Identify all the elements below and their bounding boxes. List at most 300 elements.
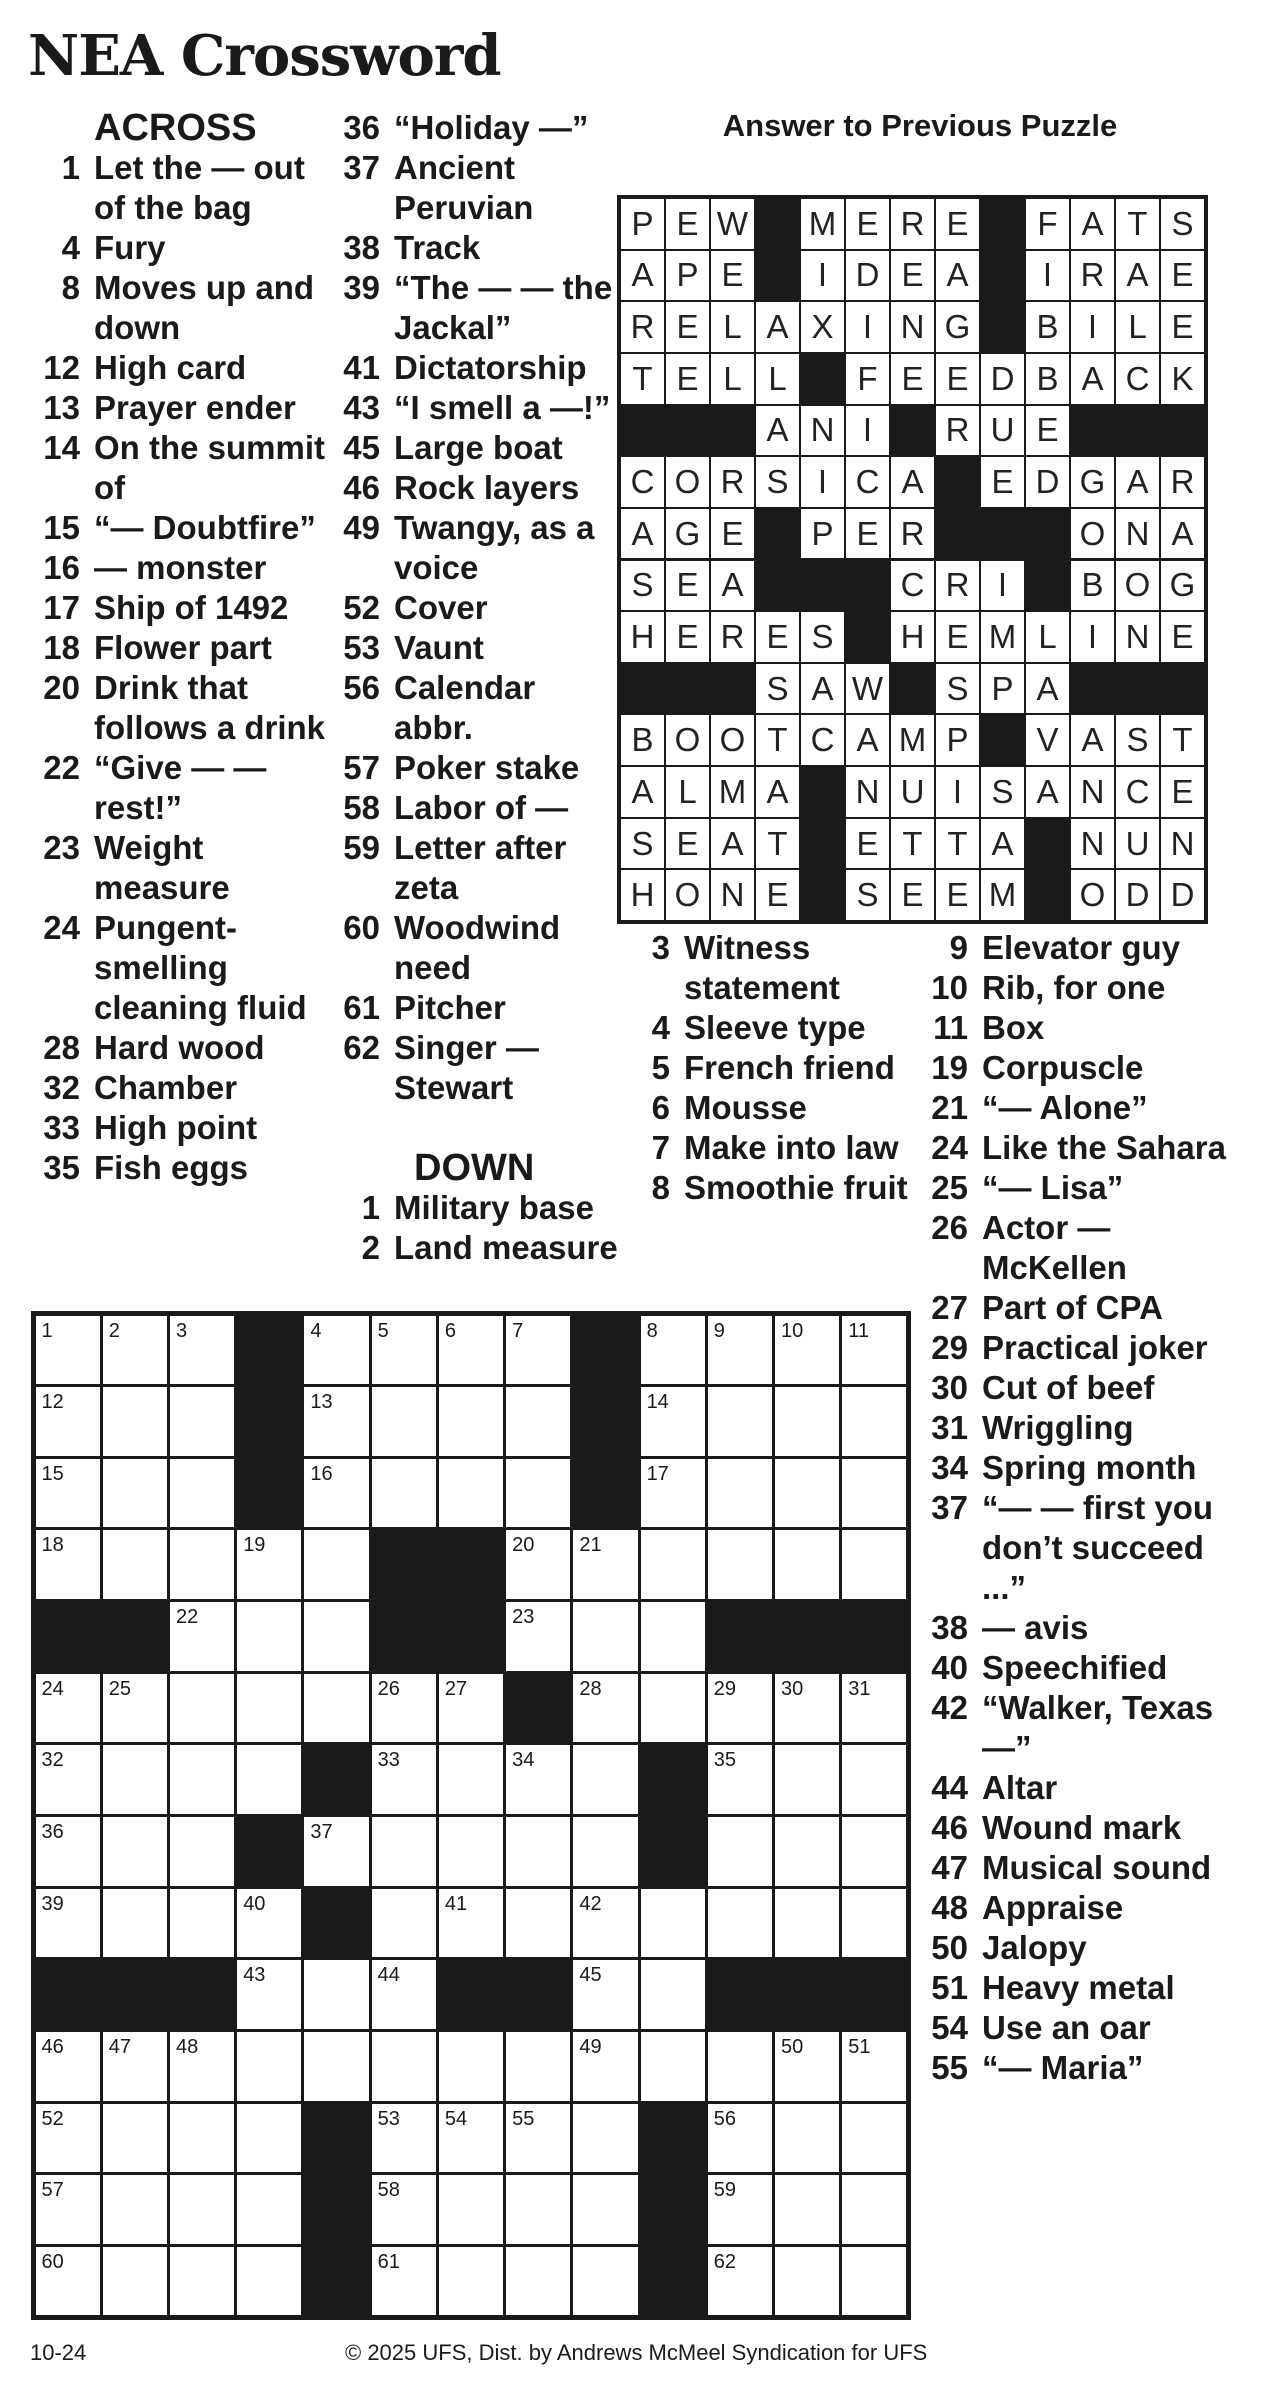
puzzle-cell[interactable] <box>775 1674 839 1743</box>
across-clues-column-1 <box>30 108 330 1188</box>
puzzle-cell[interactable] <box>304 2032 368 2101</box>
puzzle-cell[interactable] <box>506 1602 570 1671</box>
clue-text: Witness statement <box>684 929 840 1006</box>
puzzle-cell[interactable] <box>372 1745 436 1814</box>
puzzle-cell[interactable] <box>708 2175 772 2244</box>
puzzle-cell[interactable] <box>439 1889 503 1958</box>
puzzle-cell[interactable] <box>842 1459 906 1528</box>
puzzle-cell[interactable] <box>842 1745 906 1814</box>
puzzle-cell[interactable] <box>103 1745 167 1814</box>
puzzle-cell[interactable] <box>775 1889 839 1958</box>
puzzle-cell[interactable] <box>103 1889 167 1958</box>
clue-number: 27 <box>931 1289 968 1326</box>
clue-number: 36 <box>343 109 380 146</box>
puzzle-cell[interactable] <box>506 1316 570 1385</box>
puzzle-cell[interactable] <box>439 2247 503 2316</box>
puzzle-cell[interactable] <box>775 1316 839 1385</box>
puzzle-cell[interactable] <box>372 1960 436 2029</box>
answer-cell: E <box>936 612 979 662</box>
puzzle-cell[interactable] <box>36 2247 100 2316</box>
puzzle-cell[interactable] <box>36 1316 100 1385</box>
down-clue-34 <box>918 1448 1248 1488</box>
answer-cell: A <box>801 664 844 714</box>
clue-number: 24 <box>931 1129 968 1166</box>
puzzle-cell[interactable] <box>36 1745 100 1814</box>
clue-text: “— Maria” <box>982 2049 1144 2086</box>
puzzle-cell[interactable] <box>775 1817 839 1886</box>
answer-cell: I <box>1026 251 1069 301</box>
cell-number: 36 <box>41 1821 64 1843</box>
cell-number: 46 <box>41 2035 64 2058</box>
cell-number: 12 <box>41 1391 64 1414</box>
across-clue-60 <box>330 908 620 988</box>
puzzle-cell[interactable] <box>641 1530 705 1599</box>
answer-cell: A <box>621 767 664 817</box>
puzzle-cell[interactable] <box>36 2104 100 2173</box>
puzzle-cell[interactable] <box>304 1530 368 1599</box>
puzzle-cell[interactable] <box>372 1387 436 1456</box>
clue-text: Speechified <box>982 1649 1168 1686</box>
puzzle-cell[interactable] <box>708 1745 772 1814</box>
down-clue-21 <box>918 1088 1248 1128</box>
answer-cell: E <box>846 509 889 559</box>
puzzle-cell[interactable] <box>573 1602 637 1671</box>
puzzle-cell[interactable] <box>170 1530 234 1599</box>
answer-cell: P <box>801 509 844 559</box>
puzzle-cell[interactable] <box>170 1817 234 1886</box>
across-clue-46 <box>330 468 620 508</box>
cell-number: 1 <box>41 1319 53 1342</box>
puzzle-cell[interactable] <box>708 1817 772 1886</box>
answer-cell: E <box>891 870 934 920</box>
cell-number: 5 <box>377 1319 389 1342</box>
puzzle-cell[interactable] <box>372 2247 436 2316</box>
across-clue-8 <box>30 268 330 348</box>
puzzle-cell[interactable] <box>103 2032 167 2101</box>
answer-cell: I <box>801 457 844 507</box>
across-clue-14 <box>30 428 330 508</box>
down-clue-6 <box>620 1088 910 1128</box>
puzzle-cell[interactable] <box>103 1674 167 1743</box>
cell-number: 13 <box>310 1391 333 1414</box>
puzzle-cell[interactable] <box>775 1745 839 1814</box>
answer-cell: O <box>711 715 754 765</box>
puzzle-cell[interactable] <box>304 1602 368 1671</box>
down-clue-1 <box>330 1188 620 1228</box>
answer-cell: A <box>1026 767 1069 817</box>
cell-number: 10 <box>781 1319 804 1342</box>
clue-text: Vaunt <box>394 629 484 666</box>
puzzle-cell[interactable] <box>708 1459 772 1528</box>
cell-number: 61 <box>377 2250 400 2273</box>
puzzle-cell[interactable] <box>36 2175 100 2244</box>
down-clues-column-2 <box>620 928 910 1208</box>
puzzle-cell[interactable] <box>775 1459 839 1528</box>
answer-cell: E <box>981 457 1024 507</box>
puzzle-cell[interactable] <box>775 1387 839 1456</box>
puzzle-cell[interactable] <box>170 2175 234 2244</box>
puzzle-cell[interactable] <box>36 2032 100 2101</box>
clue-text: Spring month <box>982 1449 1197 1486</box>
across-clue-22 <box>30 748 330 828</box>
puzzle-cell[interactable] <box>641 1387 705 1456</box>
answer-cell: K <box>1161 354 1204 404</box>
answer-cell: E <box>711 509 754 559</box>
clue-text: Poker stake <box>394 749 580 786</box>
clue-number: 24 <box>43 909 80 946</box>
answer-cell: L <box>1116 302 1159 352</box>
puzzle-cell[interactable] <box>170 2104 234 2173</box>
puzzle-cell[interactable] <box>708 2247 772 2316</box>
puzzle-cell[interactable] <box>237 2032 301 2101</box>
puzzle-cell[interactable] <box>103 2104 167 2173</box>
puzzle-cell[interactable] <box>237 2104 301 2173</box>
puzzle-cell[interactable] <box>103 1387 167 1456</box>
answer-cell: P <box>621 199 664 249</box>
cell-number: 47 <box>108 2035 131 2058</box>
puzzle-cell[interactable] <box>775 2175 839 2244</box>
answer-cell: E <box>1161 767 1204 817</box>
puzzle-cell[interactable] <box>506 1530 570 1599</box>
answer-cell: E <box>936 354 979 404</box>
puzzle-cell[interactable] <box>304 1817 368 1886</box>
across-clue-4 <box>30 228 330 268</box>
puzzle-cell[interactable] <box>842 1387 906 1456</box>
puzzle-cell[interactable] <box>708 1387 772 1456</box>
clue-number: 46 <box>343 469 380 506</box>
clue-text: “Walker, Texas —” <box>982 1689 1214 1766</box>
answer-cell: C <box>1116 767 1159 817</box>
puzzle-cell[interactable] <box>103 1817 167 1886</box>
clue-number: 37 <box>343 149 380 186</box>
puzzle-cell[interactable] <box>506 1889 570 1958</box>
answer-cell: O <box>666 715 709 765</box>
answer-cell: M <box>801 199 844 249</box>
answer-cell: W <box>846 664 889 714</box>
puzzle-cell[interactable] <box>36 1459 100 1528</box>
clue-text: Like the Sahara <box>982 1129 1226 1166</box>
answer-cell: T <box>1161 715 1204 765</box>
clue-text: Pitcher <box>394 989 506 1026</box>
answer-cell: X <box>801 302 844 352</box>
puzzle-cell[interactable] <box>372 1674 436 1743</box>
puzzle-cell[interactable] <box>842 1674 906 1743</box>
puzzle-cell[interactable] <box>573 1889 637 1958</box>
puzzle-cell[interactable] <box>708 2032 772 2101</box>
puzzle-cell[interactable] <box>573 2104 637 2173</box>
cell-number: 41 <box>444 1892 468 1915</box>
puzzle-cell[interactable] <box>170 1387 234 1456</box>
clue-text: Cut of beef <box>982 1369 1155 1406</box>
puzzle-cell[interactable] <box>641 1960 705 2029</box>
down-clue-5 <box>620 1048 910 1088</box>
puzzle-cell[interactable] <box>573 1674 637 1743</box>
puzzle-cell[interactable] <box>36 1387 100 1456</box>
puzzle-cell[interactable] <box>36 1889 100 1958</box>
clue-text: “— Lisa” <box>982 1169 1124 1206</box>
clue-text: Large boat <box>394 429 563 466</box>
puzzle-cell[interactable] <box>439 2104 503 2173</box>
cell-number: 11 <box>848 1319 870 1342</box>
puzzle-cell[interactable] <box>103 1530 167 1599</box>
clue-text: Altar <box>982 1769 1058 1806</box>
clue-text: Woodwind need <box>394 909 561 986</box>
puzzle-cell[interactable] <box>573 2032 637 2101</box>
answer-cell: A <box>846 715 889 765</box>
puzzle-cell[interactable] <box>372 2104 436 2173</box>
answer-cell: M <box>891 715 934 765</box>
clue-text: Elevator guy <box>982 929 1181 966</box>
down-clue-19 <box>918 1048 1248 1088</box>
across-clue-1 <box>30 148 330 228</box>
puzzle-cell[interactable] <box>372 2032 436 2101</box>
down-clue-54 <box>918 2008 1248 2048</box>
across-clue-15 <box>30 508 330 548</box>
puzzle-cell[interactable] <box>304 1960 368 2029</box>
answer-cell: I <box>936 767 979 817</box>
clue-number: 8 <box>651 1169 670 1206</box>
puzzle-cell[interactable] <box>439 1745 503 1814</box>
answer-cell: T <box>756 715 799 765</box>
cell-number: 15 <box>41 1462 64 1485</box>
answer-cell: R <box>936 406 979 456</box>
puzzle-cell[interactable] <box>708 1889 772 1958</box>
puzzle-cell[interactable] <box>372 1459 436 1528</box>
answer-cell: E <box>936 199 979 249</box>
answer-cell: A <box>1026 664 1069 714</box>
puzzle-cell[interactable] <box>573 1960 637 2029</box>
puzzle-cell[interactable] <box>506 1387 570 1456</box>
answer-cell: P <box>936 715 979 765</box>
answer-cell: A <box>711 819 754 869</box>
puzzle-cell[interactable] <box>842 1817 906 1886</box>
puzzle-cell[interactable] <box>842 2175 906 2244</box>
across-clue-32 <box>30 1068 330 1108</box>
answer-cell: E <box>1026 406 1069 456</box>
clue-number: 2 <box>361 1229 380 1266</box>
puzzle-cell[interactable] <box>439 2175 503 2244</box>
answer-cell: N <box>1116 612 1159 662</box>
puzzle-cell[interactable] <box>573 2247 637 2316</box>
puzzle-cell[interactable] <box>573 2175 637 2244</box>
answer-cell: L <box>711 354 754 404</box>
puzzle-cell[interactable] <box>237 1960 301 2029</box>
puzzle-cell[interactable] <box>36 1674 100 1743</box>
puzzle-cell[interactable] <box>641 2032 705 2101</box>
clue-text: Ancient Peruvian <box>394 149 534 226</box>
puzzle-cell[interactable] <box>708 2104 772 2173</box>
answer-cell: H <box>621 612 664 662</box>
answer-cell: N <box>711 870 754 920</box>
puzzle-cell[interactable] <box>775 2247 839 2316</box>
clue-text: Smoothie fruit <box>684 1169 908 1206</box>
cell-number: 3 <box>175 1319 188 1342</box>
puzzle-cell[interactable] <box>775 2104 839 2173</box>
puzzle-cell[interactable] <box>237 2175 301 2244</box>
answer-cell: H <box>891 612 934 662</box>
puzzle-cell[interactable] <box>506 2247 570 2316</box>
answer-cell: D <box>1161 870 1204 920</box>
puzzle-cell[interactable] <box>170 1745 234 1814</box>
clue-text: Jalopy <box>982 1929 1087 1966</box>
puzzle-cell[interactable] <box>641 1316 705 1385</box>
cell-number: 42 <box>579 1892 602 1915</box>
puzzle-cell[interactable] <box>372 1817 436 1886</box>
answer-cell: I <box>801 251 844 301</box>
answer-cell: S <box>936 664 979 714</box>
clue-number: 16 <box>43 549 80 586</box>
cell-number: 37 <box>310 1821 333 1843</box>
puzzle-cell[interactable] <box>372 1316 436 1385</box>
puzzle-cell[interactable] <box>304 1316 368 1385</box>
puzzle-cell[interactable] <box>372 1889 436 1958</box>
answer-cell: R <box>711 612 754 662</box>
answer-cell: A <box>936 251 979 301</box>
puzzle-cell[interactable] <box>506 1459 570 1528</box>
across-clue-58 <box>330 788 620 828</box>
puzzle-cell[interactable] <box>304 1387 368 1456</box>
puzzle-cell[interactable] <box>708 1316 772 1385</box>
answer-cell: O <box>666 870 709 920</box>
clue-number: 50 <box>931 1929 968 1966</box>
puzzle-cell[interactable] <box>775 1530 839 1599</box>
puzzle-cell[interactable] <box>304 1674 368 1743</box>
puzzle-cell[interactable] <box>170 2247 234 2316</box>
puzzle-cell[interactable] <box>573 1530 637 1599</box>
clue-text: Prayer ender <box>94 389 296 426</box>
puzzle-cell[interactable] <box>103 1459 167 1528</box>
puzzle-cell[interactable] <box>506 1817 570 1886</box>
puzzle-cell[interactable] <box>708 1530 772 1599</box>
puzzle-cell[interactable] <box>103 2175 167 2244</box>
cell-number: 30 <box>781 1677 804 1700</box>
puzzle-cell[interactable] <box>641 1674 705 1743</box>
clue-number: 37 <box>931 1489 968 1526</box>
puzzle-cell[interactable] <box>237 1602 301 1671</box>
clue-text: Letter after zeta <box>394 829 567 906</box>
clue-number: 28 <box>43 1029 80 1066</box>
puzzle-cell[interactable] <box>439 2032 503 2101</box>
puzzle-cell[interactable] <box>775 2032 839 2101</box>
puzzle-cell[interactable] <box>36 1817 100 1886</box>
puzzle-cell[interactable] <box>842 1889 906 1958</box>
puzzle-cell[interactable] <box>439 1316 503 1385</box>
puzzle-cell[interactable] <box>237 1674 301 1743</box>
puzzle-cell[interactable] <box>506 1745 570 1814</box>
answer-cell: M <box>711 767 754 817</box>
puzzle-cell[interactable] <box>573 1817 637 1886</box>
puzzle-cell[interactable] <box>439 1817 503 1886</box>
answer-cell: G <box>936 302 979 352</box>
cell-number: 28 <box>579 1677 602 1700</box>
puzzle-cell[interactable] <box>237 2247 301 2316</box>
puzzle-cell[interactable] <box>641 1459 705 1528</box>
down-clue-26 <box>918 1208 1248 1288</box>
puzzle-cell[interactable] <box>506 2175 570 2244</box>
cell-number: 56 <box>713 2107 737 2130</box>
answer-cell: I <box>1071 302 1114 352</box>
answer-cell: A <box>756 767 799 817</box>
cell-number: 48 <box>175 2035 199 2058</box>
answer-cell: O <box>1071 870 1114 920</box>
clue-number: 13 <box>43 389 80 426</box>
answer-cell: V <box>1026 715 1069 765</box>
answer-cell: I <box>1071 612 1114 662</box>
answer-cell: S <box>756 664 799 714</box>
puzzle-cell[interactable] <box>170 1674 234 1743</box>
puzzle-cell[interactable] <box>103 2247 167 2316</box>
clue-text: Use an oar <box>982 2009 1151 2046</box>
puzzle-cell[interactable] <box>842 1530 906 1599</box>
clue-number: 17 <box>43 589 80 626</box>
puzzle-cell[interactable] <box>708 1674 772 1743</box>
puzzle-cell[interactable] <box>439 1459 503 1528</box>
clue-number: 57 <box>343 749 380 786</box>
answer-cell: E <box>666 612 709 662</box>
across-clue-57 <box>330 748 620 788</box>
clue-text: “I smell a —!” <box>394 389 611 426</box>
clue-text: “— — first you don’t succeed ...” <box>982 1489 1214 1606</box>
puzzle-cell[interactable] <box>842 2104 906 2173</box>
puzzle-cell[interactable] <box>304 1459 368 1528</box>
puzzle-cell[interactable] <box>170 1889 234 1958</box>
answer-grid <box>617 195 1208 924</box>
answer-cell: S <box>1161 199 1204 249</box>
answer-cell: F <box>1026 199 1069 249</box>
across-clue-28 <box>30 1028 330 1068</box>
cell-number: 9 <box>713 1319 725 1342</box>
puzzle-cell[interactable] <box>170 1459 234 1528</box>
puzzle-cell[interactable] <box>573 1745 637 1814</box>
puzzle-cell[interactable] <box>103 1316 167 1385</box>
puzzle-cell[interactable] <box>372 2175 436 2244</box>
puzzle-cell[interactable] <box>842 1316 906 1385</box>
clue-number: 59 <box>343 829 380 866</box>
puzzle-cell[interactable] <box>439 1674 503 1743</box>
puzzle-cell[interactable] <box>842 2032 906 2101</box>
clue-number: 26 <box>931 1209 968 1246</box>
puzzle-cell[interactable] <box>170 2032 234 2101</box>
cell-number: 53 <box>377 2107 400 2130</box>
answer-cell: E <box>1161 612 1204 662</box>
puzzle-cell[interactable] <box>36 1530 100 1599</box>
puzzle-cell[interactable] <box>506 2032 570 2101</box>
puzzle-cell[interactable] <box>170 1316 234 1385</box>
answer-cell: O <box>1116 561 1159 611</box>
puzzle-cell[interactable] <box>170 1602 234 1671</box>
puzzle-cell[interactable] <box>439 1387 503 1456</box>
clue-number: 47 <box>931 1849 968 1886</box>
puzzle-cell[interactable] <box>842 2247 906 2316</box>
down-clue-25 <box>918 1168 1248 1208</box>
answer-cell: L <box>1026 612 1069 662</box>
cell-number: 4 <box>310 1319 322 1342</box>
cell-number: 6 <box>444 1319 456 1342</box>
cell-number: 2 <box>108 1319 120 1342</box>
puzzle-cell[interactable] <box>641 1889 705 1958</box>
puzzle-cell[interactable] <box>237 1745 301 1814</box>
puzzle-cell[interactable] <box>506 2104 570 2173</box>
across-clue-35 <box>30 1148 330 1188</box>
puzzle-cell[interactable] <box>237 1530 301 1599</box>
clue-number: 35 <box>43 1149 80 1186</box>
clue-number: 1 <box>361 1189 380 1226</box>
puzzle-cell[interactable] <box>641 1602 705 1671</box>
puzzle-cell[interactable] <box>237 1889 301 1958</box>
copyright-notice: © 2025 UFS, Dist. by Andrews McMeel Syndication for UFS <box>345 2340 928 2365</box>
clue-text: Appraise <box>982 1889 1124 1926</box>
answer-cell: U <box>891 767 934 817</box>
